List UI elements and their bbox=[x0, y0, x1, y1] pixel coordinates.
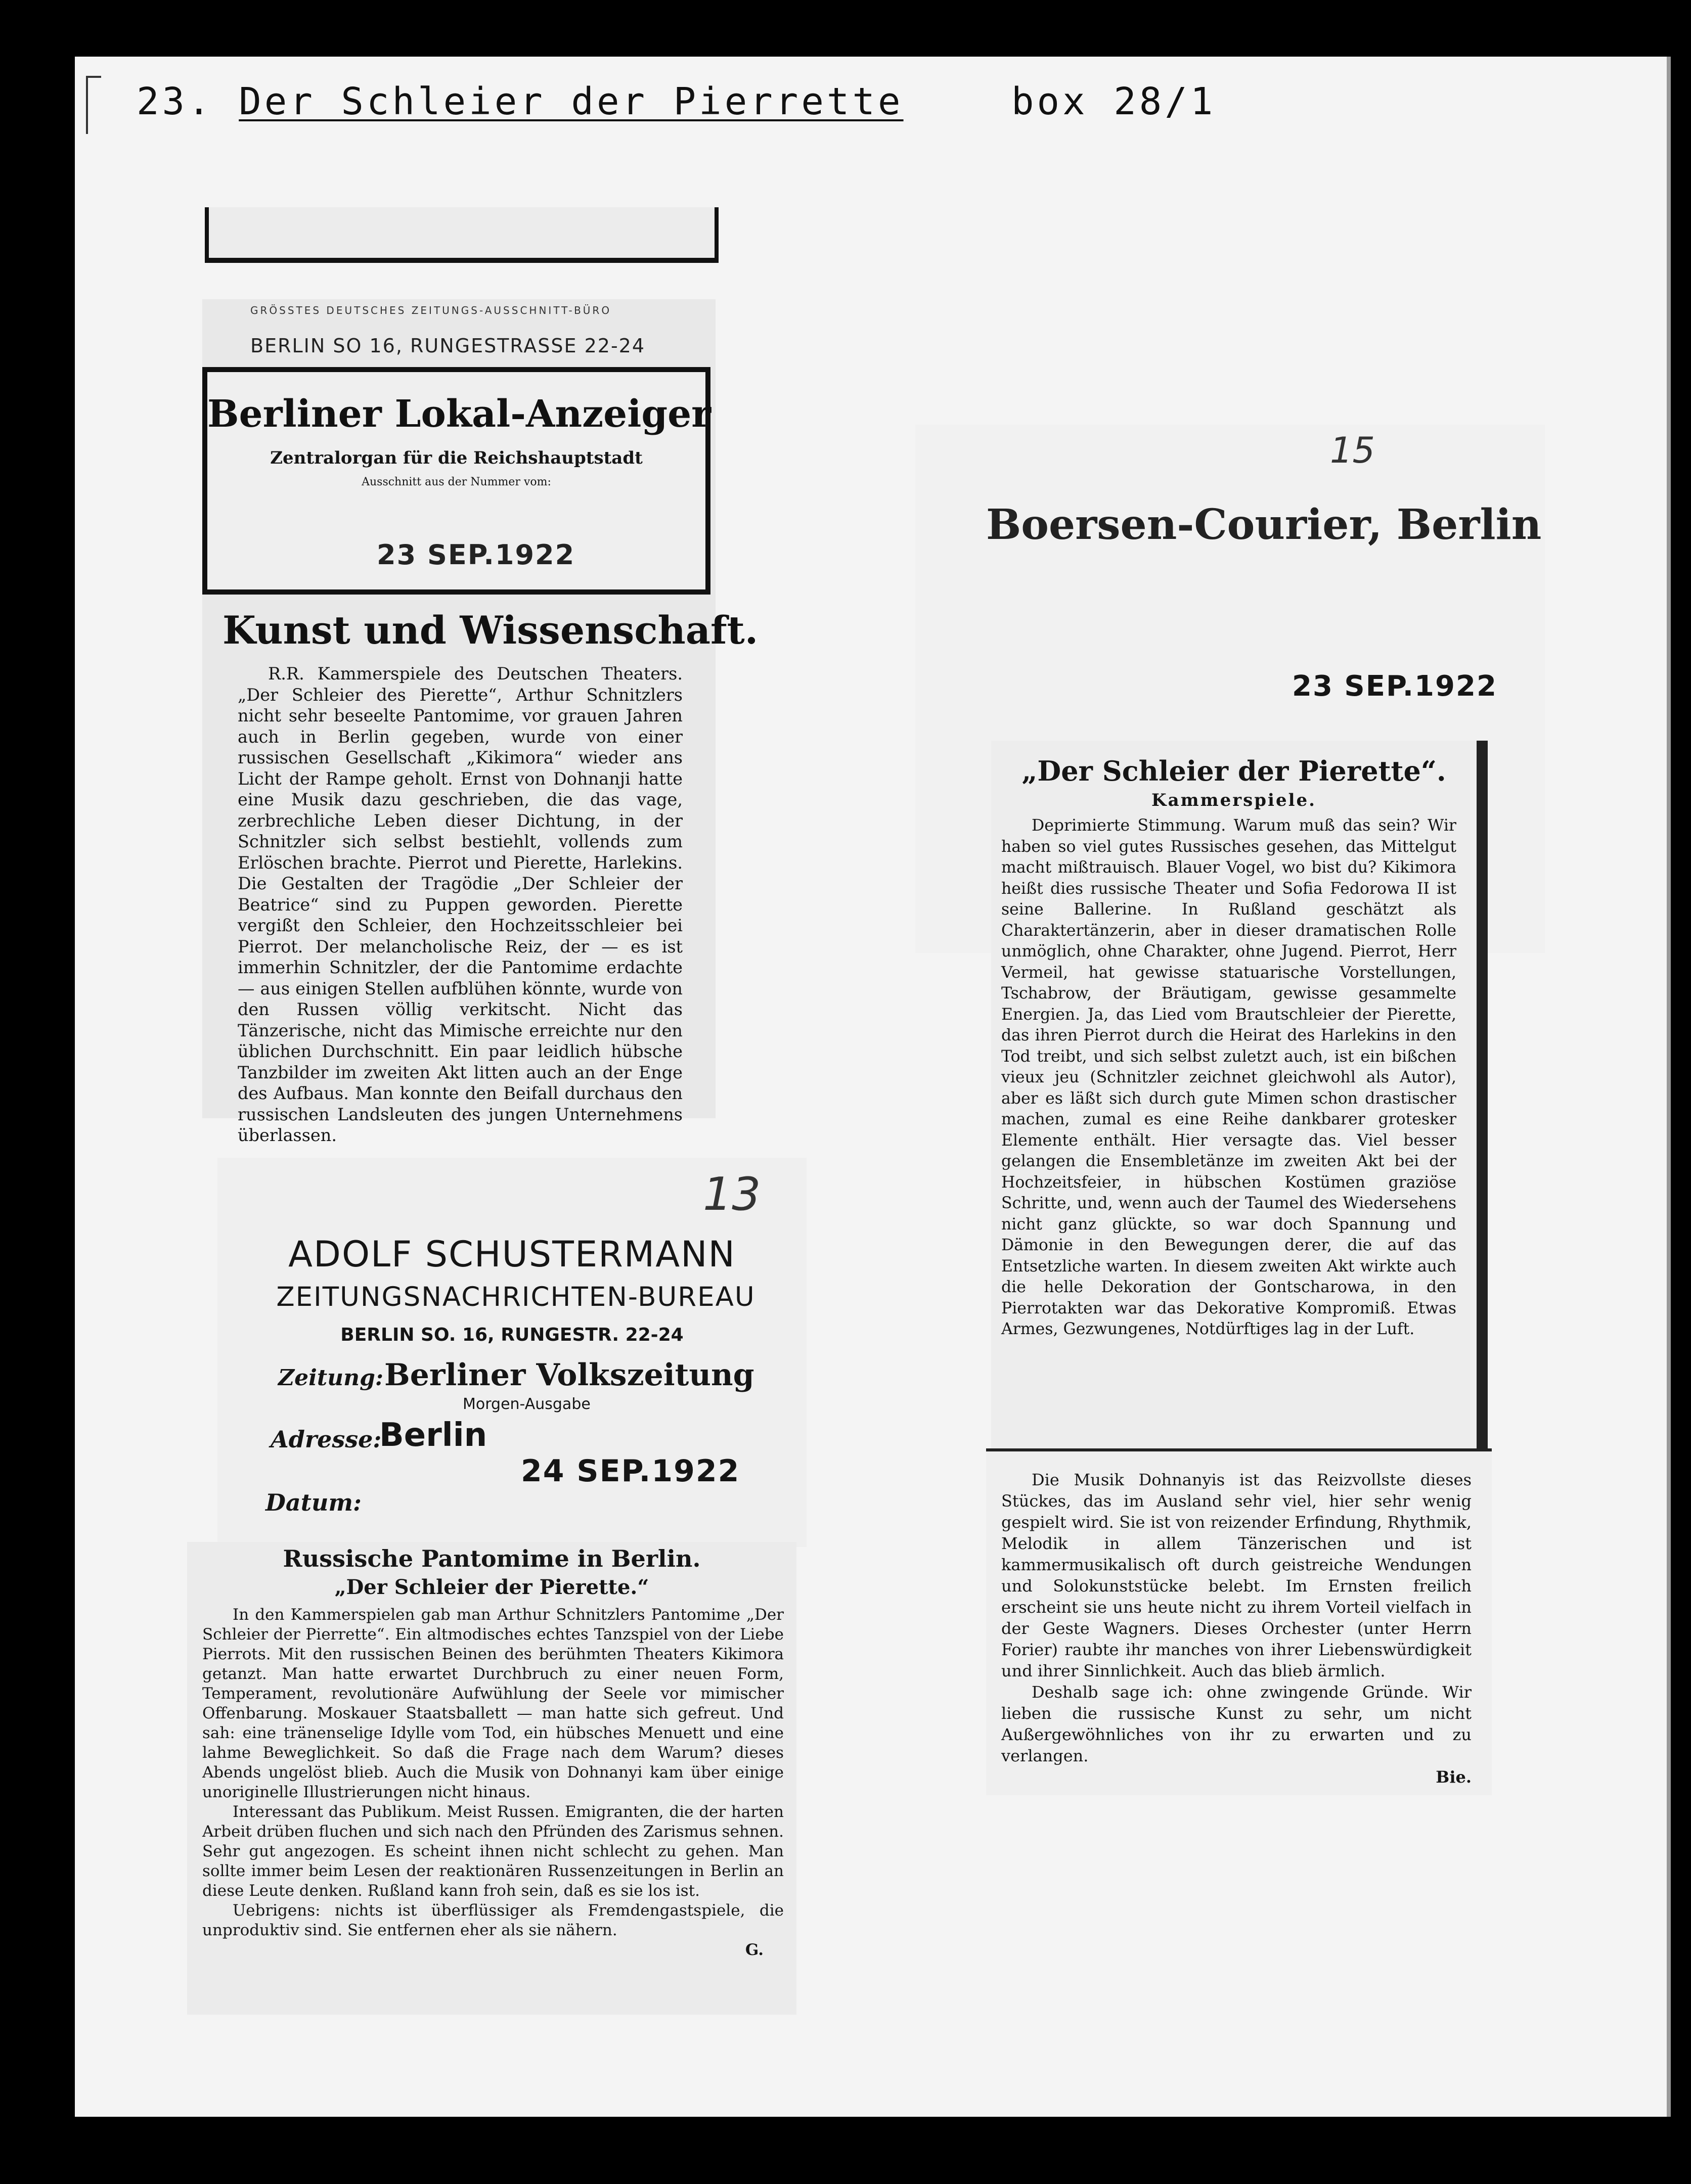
adresse-value: Berlin bbox=[379, 1417, 487, 1454]
courier-article-text-2 bbox=[1001, 1469, 1472, 1788]
boersen-courier-continuation bbox=[986, 1448, 1492, 1795]
bureau-name: ZEITUNGSNACHRICHTEN-BUREAU bbox=[276, 1282, 755, 1312]
header-number: 23. bbox=[137, 80, 213, 123]
clipping-volkszeitung bbox=[217, 1158, 807, 1547]
date-stamp: 24 SEP.1922 bbox=[521, 1453, 740, 1489]
sheet-corner-mark-top bbox=[86, 76, 101, 78]
lokal-article-text bbox=[238, 663, 683, 1146]
bureau-address: BERLIN SO. 16, RUNGESTR. 22-24 bbox=[340, 1325, 684, 1345]
date-stamp: 23 SEP.1922 bbox=[1292, 670, 1497, 703]
volks-signature: G. bbox=[745, 1941, 764, 1959]
lokal-paragraph: R.R. Kammerspiele des Deutschen Theaters. „Der Schleier des Pierette“, Arthur Schnitzlers nicht sehr beseelte Pantomime, vor grauen Jahren auch in Berlin gegeben, wurde von einer russischen Gesellschaft „Kikimora“ wieder ans Licht der Rampe geholt. Ernst von Dohnanji hatte eine Musik dazu geschrieben, die das vage, zerbrechliche Leben dieser Dichtung, in der Schnitzler sich selbst bestiehlt, vollends zum Erlöschen brachte. Pierrot und Pierette, Harlekins. Die Gestalten der Tragödie „Der Schleier der Beatrice“ sind zu Puppen geworden. Pierette vergißt den Schleier, den Hochzeitsschleier bei Pierrot. Der melancholische Reiz, der — es ist immerhin Schnitzler, der die Pantomime erdachte — aus einigen Stellen aufblühen könnte, wurde von den Russen völlig verkitscht. Nicht das Tänzerische, nicht das Mimische erreichte nur den üblichen Durchschnitt. Ein paar leidlich hübsche Tanzbilder im zweiten Akt litten auch an der Enge des Aufbaus. Man konnte den Beifall durchaus den russischen Landsleuten des jungen Unternehmens überlassen. bbox=[238, 664, 683, 1145]
zeitung-label: Zeitung: bbox=[278, 1365, 384, 1391]
article-headline: Russische Pantomime in Berlin. bbox=[283, 1545, 701, 1572]
sheet-right-edge bbox=[1667, 57, 1671, 2117]
section-head: Kunst und Wissenschaft. bbox=[223, 608, 759, 653]
volks-paragraph-3: Uebrigens: nichts ist überflüssiger als Fremdengastspiele, die unproduktiv sind. Sie entfernen eher als sie nähern. bbox=[202, 1901, 784, 1939]
volks-article-text bbox=[202, 1605, 784, 1960]
courier-signature: Bie. bbox=[1436, 1767, 1472, 1787]
header-title: Der Schleier der Pierrette bbox=[239, 80, 904, 123]
paper-name: Berliner Lokal-Anzeiger bbox=[207, 392, 711, 436]
clipping-fragment-top bbox=[205, 207, 719, 263]
masthead-box bbox=[202, 367, 710, 595]
paper-note: Ausschnitt aus der Nummer vom: bbox=[362, 476, 551, 488]
bureau-address: BERLIN SO 16, RUNGESTRASSE 22-24 bbox=[250, 335, 646, 357]
article-subheadline: „Der Schleier der Pierette.“ bbox=[334, 1575, 649, 1599]
courier-paragraph-3: Deshalb sage ich: ohne zwingende Gründe. Wir lieben die russische Kunst zu sehr, um nicht Außergewöhnliches von ihr zu erwarten und zu verlangen. bbox=[1001, 1682, 1472, 1765]
paper-subtitle: Zentralorgan für die Reichshauptstadt bbox=[270, 448, 643, 468]
edition-label: Morgen-Ausgabe bbox=[463, 1395, 591, 1413]
volkszeitung-article bbox=[187, 1542, 796, 2015]
clipping-lokal-anzeiger bbox=[202, 299, 759, 1145]
article-headline: „Der Schleier der Pierette“. bbox=[1021, 755, 1446, 787]
sheet-header bbox=[137, 80, 1216, 123]
courier-paragraph-1: Deprimierte Stimmung. Warum muß das sein? Wir haben so viel gutes Russisches gesehen, das Mittelgut macht mißtrauisch. Blauer Vogel, wo bist du? Kikimora heißt dies russische Theater und Sofia Fedorowa II ist seine Ballerine. In Rußland geschätzt als Charaktertänzerin, aber in dieser dramatischen Rolle unmöglich, ohne Charakter, ohne Jugend. Pierrot, Herr Vermeil, hat gewisse statuarische Vorstellungen, Tschabrow, der Bräutigam, gewisse gesammelte Energien. Ja, das Lied vom Brautschleier der Pierette, das ihren Pierrot durch die Heirat des Harlekins in den Tod treibt, und sich selbst zuletzt auch, ist ein bißchen vieux jeu (Schnitzler zeichnet gleichwohl als Autor), aber es läßt sich durch gute Mimen schon drastischer machen, zumal es eine Reihe dankbarer grotesker Elemente enthält. Hier versagte das. Viel besser gelangen die Ensembletänze im zweiten Akt bei der Hochzeitsfeier, in hübschen Kostümen graziöse Schritte, und, wenn auch der Taumel des Wiedersehens nicht ganz glückte, so war doch Spannung und Dämonie in den Bewegungen derer, die auf das Entsetzliche warten. In diesem zweiten Akt wirkte auch die helle Dekoration der Gontscharowa, in den Pierrotakten war das Dekorative Kompromiß. Etwas Armes, Gezwungenes, Notdürftiges lag in der Luft. bbox=[1001, 816, 1456, 1338]
sheet-corner-mark bbox=[86, 76, 88, 134]
zeitung-value: Berliner Volkszeitung bbox=[384, 1357, 754, 1393]
handwritten-number: 13 bbox=[703, 1168, 761, 1221]
handwritten-number: 15 bbox=[1330, 430, 1375, 471]
date-stamp: 23 SEP.1922 bbox=[377, 539, 575, 571]
bureau-line: GRÖSSTES DEUTSCHES ZEITUNGS-AUSSCHNITT-BÜRO bbox=[250, 304, 612, 316]
boersen-courier-article bbox=[991, 741, 1488, 1453]
bureau-company: ADOLF SCHUSTERMANN bbox=[288, 1234, 736, 1275]
paper-name: Boersen-Courier, Berlin bbox=[986, 500, 1542, 549]
courier-paragraph-2: Die Musik Dohnanyis ist das Reizvollste dieses Stückes, das im Ausland sehr viel, hier sehr wenig gespielt wird. Sie ist von reizender Erfindung, Rhythmik, Melodik in allem Tänzerischen und ist kammermusikalisch oft durch geistreiche Wendungen und Solokunststücke belebt. Im Ernsten freilich erscheint sie uns heute nicht zu ihrem Vorteil vielfach in der Geste Wagners. Dieses Orchester (unter Herrn Forier) raubte ihr manches von ihrer Liebenswürdigkeit und ihrer Sinnlichkeit. Auch das blieb ärmlich. bbox=[1001, 1470, 1472, 1680]
courier-article-text bbox=[1001, 815, 1456, 1340]
header-box: box 28/1 bbox=[1011, 80, 1216, 123]
adresse-label: Adresse: bbox=[271, 1426, 382, 1453]
volks-paragraph-1: In den Kammerspielen gab man Arthur Schnitzlers Pantomime „Der Schleier der Pierrette“. Ein altmodisches echtes Tanzspiel von der Liebe Pierrots. Mit den russischen Beinen des berühmten Theaters Kikimora getanzt. Man hatte erwartet Durchbruch zu einer neuen Form, Temperament, revolutionäre Aufwühlung der Seele vor mimischer Offenbarung. Moskauer Staatsballett — man hatte sich gefreut. Und sah: eine tränenselige Idylle vom Tod, ein hübsches Menuett und eine lahme Beweglichkeit. So daß die Frage nach dem Warum? dieses Abends ungelöst blieb. Auch die Musik von Dohnanyi kam über einige unoriginelle Illustrierungen nicht hinaus. bbox=[202, 1606, 784, 1801]
article-subheadline: Kammerspiele. bbox=[1151, 790, 1316, 810]
datum-label: Datum: bbox=[265, 1489, 362, 1516]
volks-paragraph-2: Interessant das Publikum. Meist Russen. Emigranten, die der harten Arbeit drüben fluchen und sich nach den Pfründen des Zarismus sehnen. Sehr gut angezogen. Es scheint ihnen nicht schlecht zu gehen. Man sollte immer beim Lesen der reaktionären Russenzeitungen in Berlin an diese Leute denken. Rußland kann froh sein, daß es sie los ist. bbox=[202, 1803, 784, 1900]
